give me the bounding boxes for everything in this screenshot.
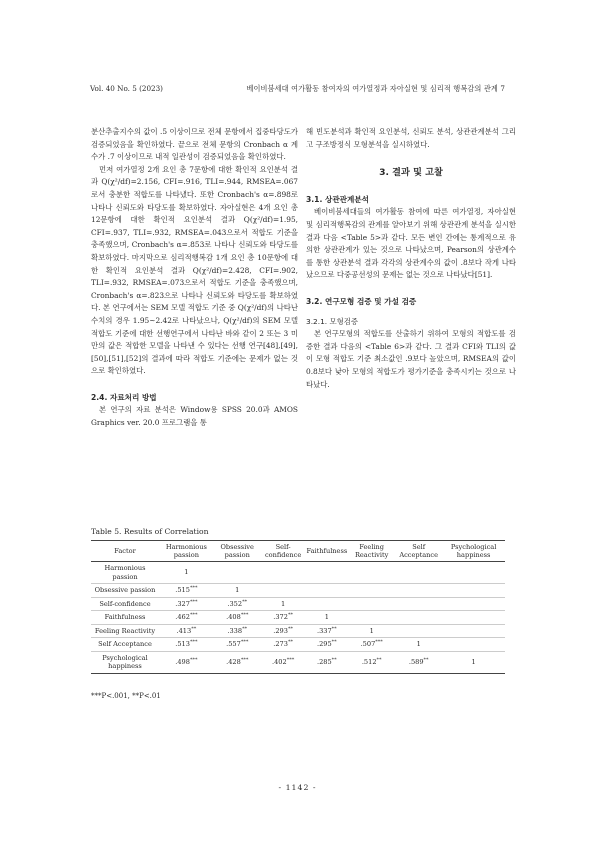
column-header: Faithfulness xyxy=(305,541,348,562)
cell-value: 1 xyxy=(471,657,476,666)
table-cell xyxy=(442,584,505,598)
table-cell xyxy=(261,638,306,652)
significance-marker: *** xyxy=(286,656,295,663)
table-cell xyxy=(395,651,442,673)
row-label: Self Acceptance xyxy=(91,638,159,652)
table-cell xyxy=(261,562,306,584)
cell-value: 1 xyxy=(324,613,329,621)
column-header: Psychological happiness xyxy=(442,541,505,562)
table-row xyxy=(91,597,505,611)
significance-marker: ** xyxy=(376,656,382,663)
table-cell xyxy=(348,651,395,673)
table-cell xyxy=(214,611,261,625)
table-cell xyxy=(442,611,505,625)
significance-marker: *** xyxy=(375,638,383,645)
table-cell xyxy=(261,624,306,638)
cell-value: .273 xyxy=(273,640,288,648)
table-cell xyxy=(159,638,214,652)
column-header: Obsessive passion xyxy=(214,541,261,562)
significance-marker: *** xyxy=(189,656,198,663)
table-cell xyxy=(214,584,261,598)
table-cell xyxy=(348,611,395,625)
table-cell xyxy=(442,651,505,673)
table-row xyxy=(91,651,505,673)
table-cell xyxy=(159,597,214,611)
cell-value: 1 xyxy=(235,586,240,594)
significance-marker: ** xyxy=(331,625,337,632)
significance-marker: ** xyxy=(287,611,293,618)
table-significance-note: ***P<.001, **P<.01 xyxy=(91,692,161,700)
table-cell xyxy=(395,611,442,625)
row-label: Psychological happiness xyxy=(91,651,159,673)
paragraph-correlation: 베이비붐세대들의 여가활동 참여에 따른 여가열정, 자아실현 및 심리적행복감의 관계를 알아보기 위해 상관관계 분석을 실시한 결과 다음 <Table 5>과 같다. 모든 변인 간에는 통계적으로 유의한 상관관계가 있는 것으로 나타났으며, Pearson의 상관계수를 통한 상관분석 결과 각각의 상관계수의 값이 .8보다 작게 나타 났으므로 다중공선성의 문제는 없는 것으로 나타났다[51]. xyxy=(306,207,516,280)
table-cell xyxy=(214,624,261,638)
table-cell xyxy=(305,651,348,673)
paragraph-analysis-cont: 해 빈도분석과 확인적 요인분석, 신뢰도 분석, 상관관계분석 그리고 구조방정식 모형분석을 실시하였다. xyxy=(306,127,516,149)
column-header: Self-confidence xyxy=(261,541,306,562)
table-row xyxy=(91,562,505,584)
cell-value: .515 xyxy=(175,586,190,594)
table-cell xyxy=(159,562,214,584)
paragraph-validity: 분산추출지수의 값이 .5 이상이므로 전체 문항에서 집중타당도가 검증되었음을 확인하였다. 끝으로 전체 문항의 Cronbach α 계수가 .7 이상이므로 내적 일관성이 검증되었음을 확인하였다. xyxy=(91,127,298,162)
table-header-row xyxy=(91,541,505,562)
table-cell xyxy=(442,624,505,638)
significance-marker: ** xyxy=(287,638,293,645)
significance-marker: ** xyxy=(242,598,248,605)
table-cell xyxy=(159,651,214,673)
page-number: - 1142 - xyxy=(278,783,317,792)
table-cell xyxy=(348,624,395,638)
cell-value: 1 xyxy=(416,640,421,648)
cell-value: .589 xyxy=(408,657,424,666)
cell-value: .327 xyxy=(175,599,190,608)
cell-value: 1 xyxy=(184,568,189,577)
cell-value: .512 xyxy=(361,657,377,666)
table-cell xyxy=(261,584,306,598)
cell-value: .408 xyxy=(226,613,241,621)
significance-marker: *** xyxy=(240,656,249,663)
row-label: Harmonious passion xyxy=(91,562,159,584)
table-cell xyxy=(442,638,505,652)
table-cell xyxy=(348,562,395,584)
row-label: Faithfulness xyxy=(91,611,159,625)
significance-marker: *** xyxy=(189,598,198,605)
significance-marker: *** xyxy=(240,611,249,618)
table-cell xyxy=(442,562,505,584)
cell-value: .337 xyxy=(316,626,332,635)
table-cell xyxy=(261,597,306,611)
significance-marker: ** xyxy=(242,625,248,632)
left-column xyxy=(91,126,298,430)
table-cell xyxy=(159,611,214,625)
cell-value: .513 xyxy=(175,640,190,648)
row-label: Self-confidence xyxy=(91,597,159,611)
table-cell xyxy=(395,597,442,611)
significance-marker: ** xyxy=(331,656,337,663)
table-cell xyxy=(395,638,442,652)
table-cell xyxy=(395,584,442,598)
table-cell xyxy=(348,597,395,611)
row-label: Feeling Reactivity xyxy=(91,624,159,638)
right-column xyxy=(306,126,516,391)
cell-value: .338 xyxy=(227,626,243,635)
cell-value: .498 xyxy=(175,657,190,666)
paragraph-data-analysis: 본 연구의 자료 분석은 Window용 SPSS 20.0과 AMOS Graphics ver. 20.0 프로그램을 통 xyxy=(91,405,298,428)
table-cell xyxy=(348,584,395,598)
table-cell xyxy=(305,638,348,652)
paragraph-cfa-results: 먼저 여가열정 2개 요인 총 7문항에 대한 확인적 요인분석 결과 Q(χ²/df)=2.156, CFI=.916, TLI=.944, RMSEA=.067로서 충분한 적합도를 나타냈다. 또한 Cronbach's α=.898로 나타나 신뢰도와 타당도를 확보하였다. 자아실현은 4개 요인 총 12문항에 대한 확인적 요인분석 결과 Q(χ²/df)=1.95, CFI=.937, TLI=.932, RMSEA=.043으로서 적합도 기준을 충족했으며, Cronbach's α=.853로 나타나 신뢰도와 타당도를 확보하였다. 마지막으로 심리적행복감 1개 요인 총 10문항에 대한 확인적 요인분석 결과 Q(χ²/df)=2.428, CFI=.902, TLI=.932, RMSEA=.073으로서 적합도 기준을 충족했으며, Cronbach's α=.823으로 나타나 신뢰도와 타당도를 확보하였다. 본 연구에서는 SEM 모델 적합도 기준 중 Q(χ²/df)의 나타난 수치의 경우 1.95~2.42로 나타났으나, Q(χ²/df)의 SEM 모델 적합도 기준에 대한 선행연구에서 나타난 바와 같이 2 또는 3 미만의 값은 적합한 모델을 나타낸 수 있다는 선행 연구[48],[49],[50],[51],[52]의 결과에 따라 적합도 기준에는 문제가 없는 것으로 확인하였다. xyxy=(91,164,298,376)
table-cell xyxy=(305,584,348,598)
table-cell xyxy=(214,638,261,652)
table-cell xyxy=(305,624,348,638)
table-cell xyxy=(395,562,442,584)
cell-value: .285 xyxy=(316,657,332,666)
column-header: Harmonious passion xyxy=(159,541,214,562)
cell-value: .352 xyxy=(227,599,243,608)
section-heading-3-1: 3.1. 상관관계분석 xyxy=(306,194,369,204)
section-heading-3-2-1: 3.2.1. 모형검증 xyxy=(306,316,359,326)
cell-value: .372 xyxy=(273,613,288,621)
table-body xyxy=(91,562,505,674)
table-row xyxy=(91,638,505,652)
significance-marker: *** xyxy=(189,584,198,591)
significance-marker: *** xyxy=(189,611,198,618)
significance-marker: ** xyxy=(287,625,293,632)
table-cell xyxy=(348,638,395,652)
table-cell xyxy=(214,562,261,584)
cell-value: .462 xyxy=(175,613,190,621)
table-cell xyxy=(261,611,306,625)
section-heading-3-2: 3.2. 연구모형 검증 및 가설 검증 xyxy=(306,296,417,306)
cell-value: .428 xyxy=(226,657,241,666)
table-cell xyxy=(214,651,261,673)
table-cell xyxy=(305,611,348,625)
row-label: Obsessive passion xyxy=(91,584,159,598)
cell-value: .507 xyxy=(360,640,376,648)
table-cell xyxy=(159,624,214,638)
table-row xyxy=(91,624,505,638)
section-heading-2-4: 2.4. 자료처리 방법 xyxy=(91,392,157,402)
running-header-volume: Vol. 40 No. 5 (2023) xyxy=(90,84,163,93)
table-cell xyxy=(305,597,348,611)
cell-value: 1 xyxy=(369,626,374,635)
cell-value: .295 xyxy=(316,640,332,648)
section-heading-3: 3. 결과 및 고찰 xyxy=(379,167,443,179)
paragraph-model-fit: 본 연구모형의 적합도를 산출하기 위하여 모형의 적합도를 검증한 결과 다음의 <Table 6>과 같다. 그 결과 CFI와 TLI의 값이 모형 적합도 기준 최소값인 .9보다 높았으며, RMSEA의 값이 0.8보다 낮아 모형의 적합도가 평가기준을 충족시키는 것으로 나타났다. xyxy=(306,329,516,389)
cell-value: .413 xyxy=(176,626,192,635)
significance-marker: *** xyxy=(189,638,198,645)
cell-value: .557 xyxy=(226,640,241,648)
significance-marker: ** xyxy=(191,625,197,632)
significance-marker: ** xyxy=(423,656,429,663)
running-header-title: 베이비붐세대 여가활동 참여자의 여가열정과 자아실현 및 심리적 행복감의 관계 7 xyxy=(246,84,505,93)
table-cell xyxy=(442,597,505,611)
column-header: Factor xyxy=(91,541,159,562)
column-header: Self Acceptance xyxy=(395,541,442,562)
correlation-table xyxy=(91,540,505,674)
cell-value: .293 xyxy=(273,626,288,635)
table-row xyxy=(91,611,505,625)
table-cell xyxy=(261,651,306,673)
table-cell xyxy=(214,597,261,611)
table-cell xyxy=(305,562,348,584)
table-cell xyxy=(159,584,214,598)
significance-marker: ** xyxy=(331,638,337,645)
table-cell xyxy=(395,624,442,638)
table-row xyxy=(91,584,505,598)
cell-value: 1 xyxy=(281,599,286,608)
table-caption: Table 5. Results of Correlation xyxy=(91,527,209,536)
significance-marker: *** xyxy=(240,638,249,645)
cell-value: .402 xyxy=(272,657,287,666)
column-header: Feeling Reactivity xyxy=(348,541,395,562)
